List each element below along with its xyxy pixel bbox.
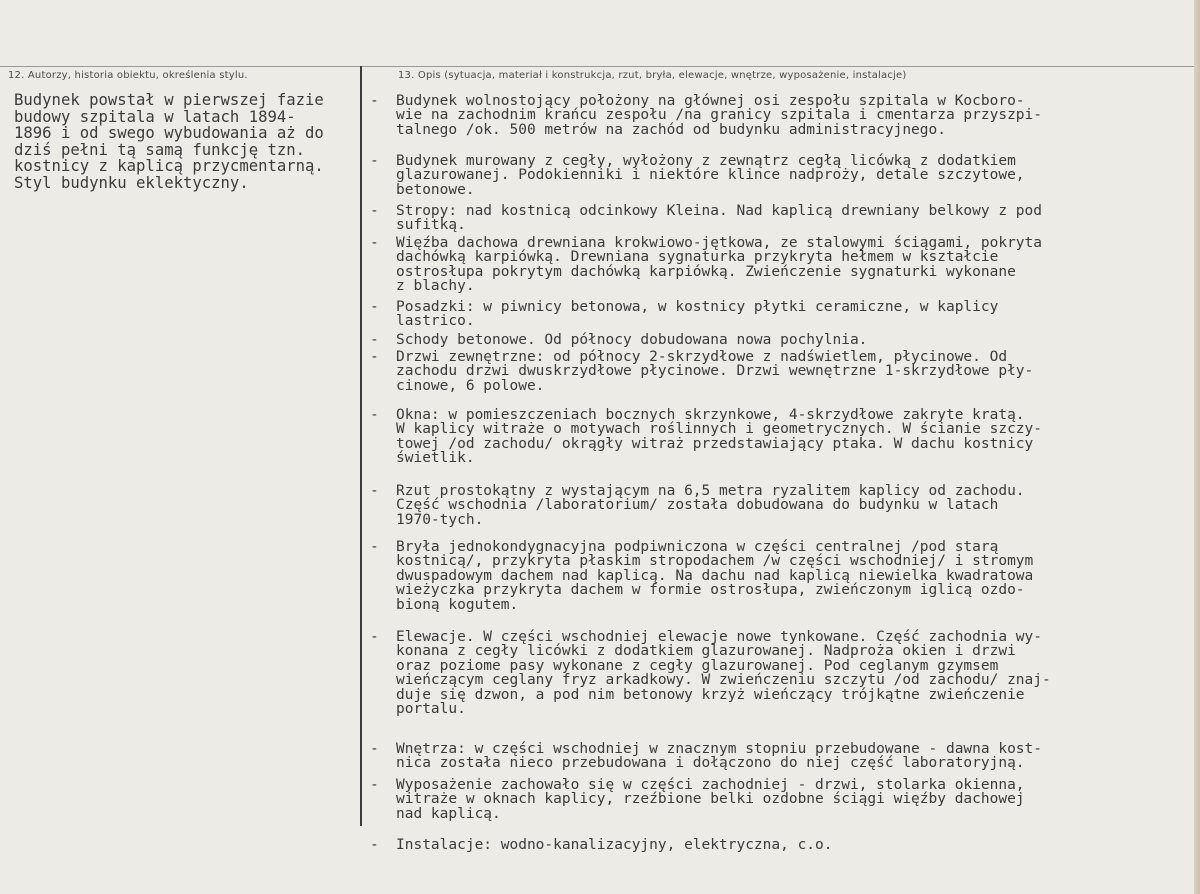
entry-dash: - (370, 629, 379, 645)
entry-dash: - (370, 741, 379, 757)
entry-text: Instalacje: wodno-kanalizacyjny, elektryczna, c.o. (396, 837, 833, 853)
entry-dash: - (370, 332, 379, 348)
entry-text: Wnętrza: w części wschodniej w znacznym stopniu przebudowane - dawna kost- nica została nieco przebudowana i dołączono do niej część laboratoryjną. (396, 741, 1043, 772)
entry-dash: - (370, 483, 379, 499)
history-text: Budynek powstał w pierwszej fazie budowy szpitala w latach 1894- 1896 i od swego wybudowania aż do dziś pełni tą samą funkcję tzn. kostnicy z kaplicą przycmentarną. Styl budynku eklektyczny. (14, 91, 324, 192)
entry-dash: - (370, 539, 379, 555)
entry-text: Bryła jednokondygnacyjna podpiwniczona w części centralnej /pod starą kostnicą/, przykryta płaskim stropodachem /w części wschodniej/ i stromym dwuspadowym dachem nad kaplicą. Na dachu nad kaplicą niewielka kwadratowa wieżyczka przykryta dachem w formie ostrosłupa, zwieńczonym iglicą ozdo- bioną kogutem. (396, 539, 1034, 613)
entry-dash: - (370, 235, 379, 251)
header-rule (0, 66, 1200, 67)
entry-text: Więźba dachowa drewniana krokwiowo-jętkowa, ze stalowymi ściągami, pokryta dachówką karpiówką. Drewniana sygnaturka przykryta hełmem w kształcie ostrosłupa pokrytym dachówką karpiówką. Zwieńczenie sygnaturki wykonane z blachy. (396, 235, 1043, 295)
entry-text: Rzut prostokątny z wystającym na 6,5 metra ryzalitem kaplicy od zachodu. Część wschodnia /laboratorium/ została dobudowana do budynku w latach 1970-tych. (396, 483, 1025, 528)
entry-text: Drzwi zewnętrzne: od północy 2-skrzydłowe z nadświetlem, płycinowe. Od zachodu drzwi dwuskrzydłowe płycinowe. Drzwi wewnętrzne 1-skrzydłowe pły- cinowe, 6 polowe. (396, 349, 1034, 394)
entry-dash: - (370, 407, 379, 423)
entry-dash: - (370, 299, 379, 315)
entry-text: Budynek wolnostojący położony na głównej osi zespołu szpitala w Kocboro- wie na zachodnim krańcu zespołu /na granicy szpitala i cmentarza przyszpi- talnego /ok. 500 metrów na zachód od budynku administracyjnego. (396, 93, 1043, 138)
column-divider (360, 66, 362, 826)
page-edge (1194, 0, 1200, 894)
entry-text: Wyposażenie zachowało się w części zachodniej - drzwi, stolarka okienna, witraże w oknach kaplicy, rzeźbione belki ozdobne ściągi więźby dachowej nad kaplicą. (396, 777, 1025, 822)
entry-text: Elewacje. W części wschodniej elewacje nowe tynkowane. Część zachodnia wy- konana z cegły licówki z dodatkiem glazurowanej. Nadproża okien i drzwi oraz poziome pasy wykonane z cegły glazurowanej. Pod ceglanym gzymsem wieńczącym ceglany fryz arkadkowy. W zwieńczeniu szczytu /od zachodu/ znaj- duje się dzwon, a pod nim betonowy krzyż wieńczący trójkątne zwieńczenie portalu. (396, 629, 1051, 718)
entry-dash: - (370, 837, 379, 853)
section-13-header: 13. Opis (sytuacja, materiał i konstrukcja, rzut, bryła, elewacje, wnętrze, wyposażenie, instalacje) (398, 70, 907, 81)
section-12-header: 12. Autorzy, historia obiektu, określenia stylu. (8, 70, 248, 81)
entry-dash: - (370, 203, 379, 219)
entry-dash: - (370, 349, 379, 365)
entry-text: Stropy: nad kostnicą odcinkowy Kleina. Nad kaplicą drewniany belkowy z pod sufitką. (396, 203, 1043, 234)
entry-text: Schody betonowe. Od północy dobudowana nowa pochylnia. (396, 332, 868, 348)
entry-text: Okna: w pomieszczeniach bocznych skrzynkowe, 4-skrzydłowe zakryte kratą. W kaplicy witraże o motywach roślinnych i geometrycznych. W ścianie szczy- towej /od zachodu/ okrągły witraż przedstawiający ptaka. W dachu kostnicy świetlik. (396, 407, 1043, 467)
entry-dash: - (370, 777, 379, 793)
entry-dash: - (370, 153, 379, 169)
entry-dash: - (370, 93, 379, 109)
entry-text: Budynek murowany z cegły, wyłożony z zewnątrz cegłą licówką z dodatkiem glazurowanej. Podokienniki i niektóre klince nadproży, detale szczytowe, betonowe. (396, 153, 1025, 198)
entry-text: Posadzki: w piwnicy betonowa, w kostnicy płytki ceramiczne, w kaplicy lastrico. (396, 299, 999, 330)
